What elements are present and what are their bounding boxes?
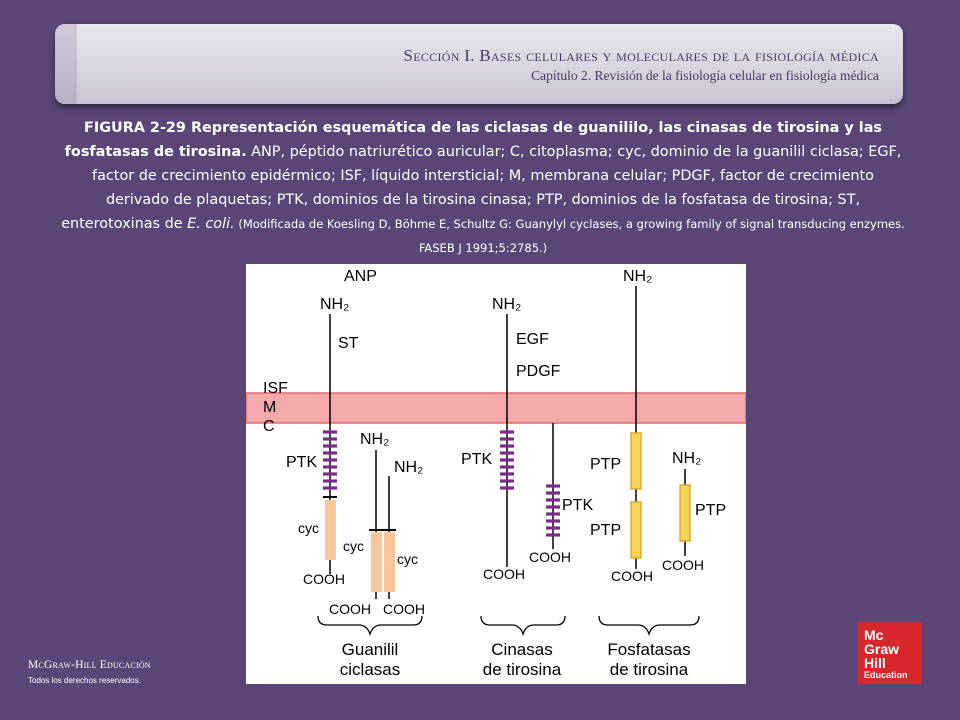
cell-membrane — [246, 393, 746, 423]
cooh-label: COOH — [483, 566, 525, 582]
group-brace — [481, 616, 565, 634]
caption-body: ANP, péptido natriurético auricular; C, citoplasma; cyc, dominio de la guanilil ciclasa; EGF, factor de crecimiento epidérmico; ISF, líquido intersticial; M, membrana celular; PDGF, factor de crecimiento derivado de plaquetas; PTK, dominios de la tirosina cinasa; PTP, dominios de la fosfatasa de tirosina; ST, enterotoxinas de — [61, 144, 902, 232]
publisher-logo — [858, 622, 922, 684]
cooh-label: COOH — [611, 568, 653, 584]
cyc-domain — [371, 532, 382, 592]
caption-source: (Modificada de Koesling D, Böhme E, Schultz G: Guanylyl cyclases, a growing family of signal transducing enzymes. FASEB J 1991;5:2785.) — [234, 217, 905, 255]
nh2-label: NH₂ — [320, 296, 350, 313]
publisher-name: McGraw-Hill Educación — [28, 659, 151, 671]
cyc-domain — [384, 532, 395, 592]
cyc-label: cyc — [298, 520, 319, 536]
logo-text: Education — [864, 670, 908, 680]
ptk-label: PTK — [461, 451, 493, 468]
c-label: C — [263, 418, 275, 435]
cooh-label: COOH — [383, 601, 425, 617]
figure-label: FIGURA 2-29 Representación esquemática de las ciclasas de guanililo, las cinasas de tirosina y las fosfatasas de tirosina. — [64, 120, 882, 160]
cooh-label: COOH — [329, 601, 371, 617]
caption-italic: E. coli. — [187, 216, 235, 232]
figure-caption — [60, 116, 906, 260]
receptor-diagram — [246, 264, 746, 684]
rights-notice: Todos los derechos reservados. — [28, 676, 141, 685]
logo-text: Hill — [864, 655, 886, 671]
group-label: Cinasas — [491, 640, 553, 659]
group-label: Guanilil — [341, 640, 399, 659]
group-label: de tirosina — [482, 660, 562, 679]
header-tab — [55, 24, 77, 104]
logo-text: Mc — [864, 627, 884, 643]
ptp-domain — [631, 433, 641, 489]
ptp-label: PTP — [590, 522, 622, 539]
cooh-label: COOH — [662, 557, 704, 573]
ptk-label: PTK — [562, 497, 594, 514]
ptp-domain — [680, 485, 690, 541]
cyc-label: cyc — [343, 538, 364, 554]
egf-label: EGF — [516, 331, 549, 348]
header-band — [55, 24, 903, 104]
chapter-title: Capítulo 2. Revisión de la fisiología celular en fisiología médica — [531, 68, 879, 83]
nh2-label: NH₂ — [623, 268, 653, 285]
anp-label: ANP — [344, 268, 377, 285]
m-label: M — [263, 399, 277, 416]
section-title: Sección I. Bases celulares y moleculares de la fisiología médica — [403, 46, 879, 65]
cooh-label: COOH — [303, 571, 345, 587]
group-label: Fosfatasas — [607, 640, 691, 659]
logo-text: Graw — [864, 641, 900, 657]
cooh-label: COOH — [529, 549, 571, 565]
group-brace — [318, 616, 422, 634]
isf-label: ISF — [263, 380, 288, 397]
nh2-label: NH₂ — [492, 296, 522, 313]
ptp-label: PTP — [590, 456, 622, 473]
st-label: ST — [338, 335, 359, 352]
cyc-domain — [325, 500, 336, 560]
ptk-label: PTK — [286, 454, 318, 471]
nh2-label: NH₂ — [672, 450, 702, 467]
ptk-domain — [323, 432, 337, 488]
nh2-label: NH₂ — [394, 459, 424, 476]
ptp-label: PTP — [695, 502, 727, 519]
pdgf-label: PDGF — [516, 363, 561, 380]
group-label: ciclasas — [339, 660, 401, 679]
group-brace — [599, 616, 699, 634]
cyc-label: cyc — [397, 551, 418, 567]
group-label: de tirosina — [609, 660, 689, 679]
ptk-domain — [500, 432, 514, 488]
ptp-domain — [631, 502, 641, 558]
nh2-label: NH₂ — [360, 431, 390, 448]
